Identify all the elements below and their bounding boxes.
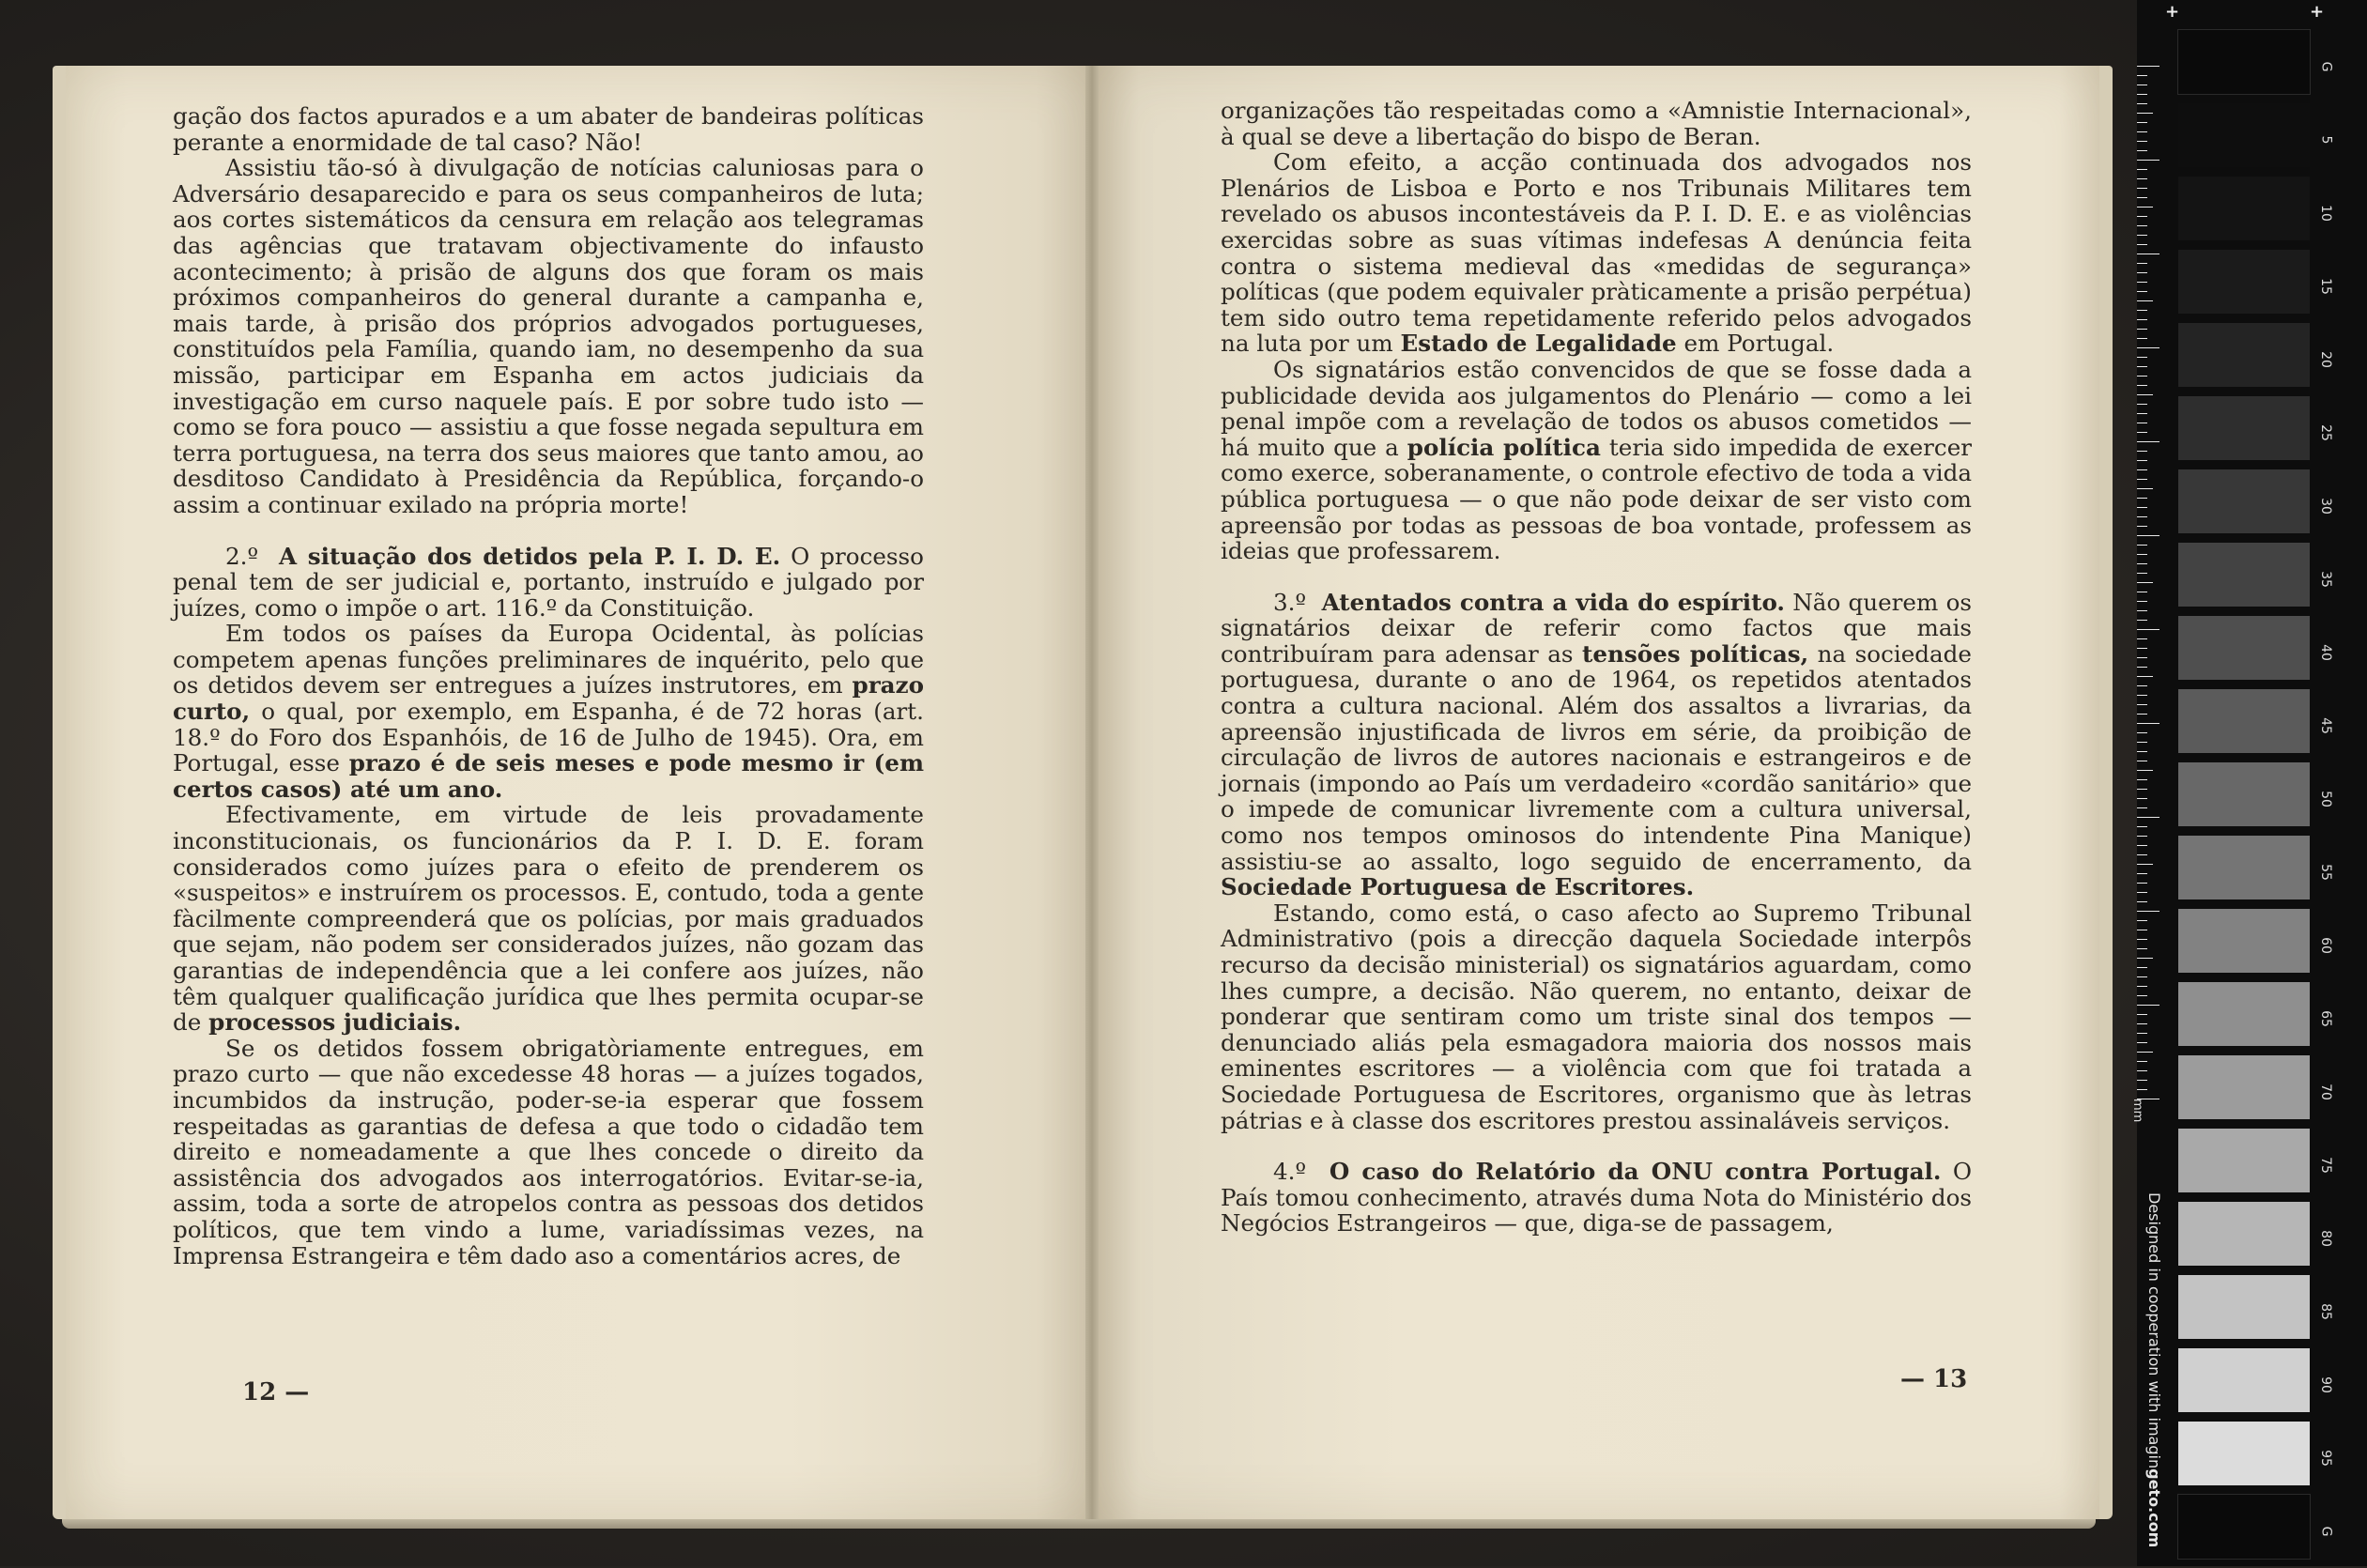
gray-patch bbox=[2178, 1202, 2310, 1266]
ruler-tick bbox=[2137, 413, 2147, 414]
ruler-tick bbox=[2137, 244, 2147, 245]
text-run: Efectivamente, em virtude de leis provadamente inconstitucionais, os funcionários da P. I. D. E. foram considerados como juízes para o efeito de prenderem os «suspeitos» e instruírem os processos. E, contudo, toda a gente fàcilmente compreenderá que os polícias, por mais graduados que sejam, não podem ser considerados juízes, não gozam das garantias de independência que a lei confere aos juízes, não têm qualquer qualificação jurídica que lhes permita ocupar-se de bbox=[173, 801, 924, 1037]
paragraph: Estando, como está, o caso afecto ao Supremo Tribunal Administrativo (pois a direcção daquela Sociedade interpôs recurso da decisão ministerial) os signatários aguardam, como lhes cumpre, a decisão. Não querem, no entanto, deixar de ponderar que sentiram como um triste sinal dos tempos — denunciado aliás pela esmagadora maioria dos nossos mais eminentes escritores — a violência com que foi tratada a Sociedade Portuguesa de Escritores, organismo que às letras pátrias e à classe dos escritores prestou assinaláveis serviços. bbox=[1221, 899, 1972, 1134]
gray-patch bbox=[2178, 909, 2310, 973]
ruler-tick bbox=[2137, 892, 2147, 893]
ruler-tick bbox=[2137, 845, 2147, 846]
patch-label: 5 bbox=[2317, 135, 2333, 145]
ruler-tick bbox=[2137, 873, 2147, 874]
paragraph: gação dos factos apurados e a um abater de bandeiras políticas perante a enormidade de tal caso? Não! bbox=[173, 102, 924, 156]
section-heading: A situação dos detidos pela P. I. D. E. bbox=[278, 542, 781, 570]
ruler-tick bbox=[2137, 986, 2147, 987]
ruler-tick bbox=[2137, 75, 2147, 76]
ruler-tick bbox=[2137, 526, 2147, 527]
patch-label: 15 bbox=[2317, 278, 2333, 295]
ruler-tick bbox=[2137, 714, 2147, 715]
ruler-tick bbox=[2137, 235, 2147, 236]
gray-patch bbox=[2178, 1348, 2310, 1412]
ruler-tick bbox=[2137, 507, 2147, 508]
ruler-tick bbox=[2137, 554, 2147, 555]
gray-patch bbox=[2178, 177, 2310, 240]
section-4 bbox=[1221, 1159, 1972, 1237]
paragraph bbox=[173, 621, 924, 802]
patch-label: 75 bbox=[2317, 1157, 2333, 1174]
gray-patch bbox=[2178, 103, 2310, 167]
patch-label: G bbox=[2317, 61, 2333, 72]
gray-patch bbox=[2178, 1129, 2310, 1192]
page-number-right: — 13 bbox=[1900, 1365, 1968, 1393]
ruler-tick bbox=[2137, 1042, 2147, 1043]
ruler-tick bbox=[2137, 272, 2147, 273]
ruler-tick bbox=[2137, 197, 2147, 198]
ruler-tick bbox=[2137, 488, 2153, 489]
ruler-tick bbox=[2137, 798, 2147, 799]
ruler-tick bbox=[2137, 751, 2147, 752]
ruler-tick bbox=[2137, 667, 2147, 668]
gray-patch bbox=[2178, 762, 2310, 826]
ruler-tick bbox=[2137, 66, 2160, 67]
gray-patch bbox=[2178, 1055, 2310, 1119]
ruler-tick bbox=[2137, 958, 2153, 959]
ruler-tick bbox=[2137, 976, 2147, 977]
ruler-tick bbox=[2137, 451, 2147, 452]
right-page-text bbox=[1221, 98, 1972, 1237]
ruler-tick bbox=[2137, 864, 2153, 865]
patch-label: 35 bbox=[2317, 571, 2333, 588]
ruler-unit-label: mm bbox=[2130, 1099, 2144, 1123]
book-gutter bbox=[1085, 66, 1099, 1519]
ruler-tick bbox=[2137, 1014, 2147, 1015]
ruler-tick bbox=[2137, 385, 2147, 386]
ruler-tick bbox=[2137, 1080, 2147, 1081]
ruler-tick bbox=[2137, 779, 2147, 780]
ruler-tick bbox=[2137, 225, 2147, 226]
ruler-tick bbox=[2137, 789, 2147, 790]
bold-run: Sociedade Portuguesa de Escritores. bbox=[1221, 873, 1695, 901]
ruler-tick bbox=[2137, 282, 2147, 283]
ruler-tick bbox=[2137, 1070, 2147, 1071]
paragraph: Se os detidos fossem obrigatòriamente entregues, em prazo curto — que não excedesse 48 horas — a juízes togados, incumbidos da instrução, poder-se-ia esperar que fossem respeitadas as garantias de defesa a que todo o cidadão tem direito e nomeadamente a que lhes concede o direito da assistência dos advogados aos interrogatórios. Evitar-se-ia, assim, toda a sorte de atropelos contra as pessoas dos detidos políticos, que tem vindo a lume, variadíssimas vezes, na Imprensa Estrangeira e têm dado aso a comentários acres, de bbox=[173, 1034, 924, 1269]
credit-text-a: Designed in cooperation with imagin bbox=[2145, 1192, 2163, 1469]
paragraph: organizações tão respeitadas como a «Amnistie Internacional», à qual se deve a libertação do bispo de Beran. bbox=[1221, 97, 1972, 150]
ruler-tick bbox=[2137, 516, 2147, 517]
ruler-tick bbox=[2137, 883, 2147, 884]
ruler-tick bbox=[2137, 770, 2153, 771]
ruler-tick bbox=[2137, 563, 2147, 564]
section-text: O processo penal tem de ser judicial e, portanto, instruído e julgado por juízes, como o impõe o art. 116.º da Constituição. bbox=[173, 542, 924, 622]
patch-label: 60 bbox=[2317, 937, 2333, 954]
gray-patch bbox=[2178, 469, 2310, 533]
patch-labels bbox=[2312, 30, 2340, 1568]
ruler-tick bbox=[2137, 620, 2147, 621]
patch-label: 25 bbox=[2317, 424, 2333, 441]
paragraph bbox=[1221, 149, 1972, 357]
gray-patch bbox=[2178, 1422, 2310, 1485]
paragraph bbox=[173, 802, 924, 1035]
text-run: Com efeito, a acção continuada dos advogados nos Plenários de Lisboa e Porto e nos Tribunais Militares tem revelado os abusos incontestáveis da P. I. D. E. e as violências exercidas sobre as suas vítimas indefesas A denúncia feita contra o sistema medieval das «medidas de segurança» políticas (que podem equivaler pràticamente a prisão perpétua) tem sido outro tema repetidamente referido pelos advogados na luta por um bbox=[1221, 148, 1972, 358]
text-run: O País tomou conhecimento, através duma Nota do Ministério dos Negócios Estrangeiros — que, diga-se de passagem, bbox=[1221, 1158, 1973, 1237]
patch-label: 10 bbox=[2317, 205, 2333, 222]
ruler-tick bbox=[2137, 178, 2147, 179]
ruler-tick bbox=[2137, 854, 2147, 855]
bold-run: Estado de Legalidade bbox=[1400, 330, 1677, 358]
patch-label: 85 bbox=[2317, 1303, 2333, 1320]
ruler-tick bbox=[2137, 676, 2153, 677]
gray-patch bbox=[2178, 982, 2310, 1046]
mm-ruler bbox=[2137, 66, 2161, 1099]
ruler-tick bbox=[2137, 695, 2147, 696]
patch-label: 30 bbox=[2317, 498, 2333, 515]
patch-label: 80 bbox=[2317, 1230, 2333, 1247]
ruler-tick bbox=[2137, 300, 2153, 301]
bold-run: polícia política bbox=[1406, 433, 1601, 461]
text-run: Os signatários estão convencidos de que se fosse dada a publicidade devida aos julgamentos do Plenário — como a lei penal impõe com a revelação de todos os abusos cometidos — há muito que a bbox=[1221, 355, 1972, 461]
gray-patch bbox=[2178, 543, 2310, 607]
ruler-tick bbox=[2137, 1033, 2147, 1034]
gray-patches bbox=[2178, 30, 2310, 1568]
gray-patch bbox=[2178, 1495, 2310, 1559]
ruler-tick bbox=[2137, 131, 2147, 132]
ruler-tick bbox=[2137, 573, 2147, 574]
ruler-tick bbox=[2137, 732, 2147, 733]
ruler-tick bbox=[2137, 329, 2147, 330]
gray-patch bbox=[2178, 30, 2310, 94]
left-page-text bbox=[173, 103, 924, 1268]
ruler-tick bbox=[2137, 995, 2147, 996]
ruler-tick bbox=[2137, 826, 2147, 827]
ruler-tick bbox=[2137, 469, 2147, 470]
ruler-tick bbox=[2137, 432, 2147, 433]
ruler-tick bbox=[2137, 376, 2147, 377]
ruler-tick bbox=[2137, 103, 2147, 104]
ruler-tick bbox=[2137, 366, 2147, 367]
ruler-tick bbox=[2137, 122, 2147, 123]
section-heading: Atentados contra a vida do espírito. bbox=[1321, 588, 1785, 616]
ruler-tick bbox=[2137, 911, 2160, 912]
paragraph bbox=[1221, 357, 1972, 564]
gray-patch bbox=[2178, 250, 2310, 314]
ruler-tick bbox=[2137, 207, 2153, 208]
patch-label: 65 bbox=[2317, 1010, 2333, 1027]
text-run: na sociedade portuguesa, durante o ano de 1964, os repetidos atentados contra a cultura nacional. Além dos assaltos a livrarias, da apreensão injustificada de livros em série, da proibição de circulação de livros de autores nacionais e estrangeiros e de jornais (impondo ao País um verdadeiro «cordão sanitário» que o impede de comunicar livremente com a cultura universal, como nos tempos ominosos do intendente Pina Manique) assistiu-se ao assalto, logo seguido de encerramento, da bbox=[1221, 639, 1972, 875]
bold-run: prazo é de seis meses e pode mesmo ir (em certos casos) até um ano. bbox=[173, 749, 924, 803]
ruler-tick bbox=[2137, 657, 2147, 658]
ruler-tick bbox=[2137, 939, 2147, 940]
gray-patch bbox=[2178, 689, 2310, 753]
patch-label: 70 bbox=[2317, 1084, 2333, 1100]
section-2 bbox=[173, 544, 924, 622]
section-heading: O caso do Relatório da ONU contra Portugal. bbox=[1329, 1158, 1942, 1186]
ruler-tick bbox=[2137, 723, 2160, 724]
bold-run: prazo curto, bbox=[173, 671, 924, 726]
ruler-tick bbox=[2137, 638, 2147, 639]
section-3 bbox=[1221, 590, 1972, 900]
gray-patch bbox=[2178, 616, 2310, 680]
ruler-tick bbox=[2137, 545, 2147, 546]
ruler-tick bbox=[2137, 648, 2147, 649]
text-run: Em todos os países da Europa Ocidental, às polícias competem apenas funções preliminares de inquérito, pelo que os detidos devem ser entregues a juízes instrutores, em bbox=[173, 620, 924, 699]
ruler-tick bbox=[2137, 319, 2147, 320]
gray-patch bbox=[2178, 396, 2310, 460]
bold-run: tensões políticas, bbox=[1582, 639, 1809, 668]
ruler-tick bbox=[2137, 404, 2147, 405]
section-number: 3.º bbox=[1273, 588, 1307, 616]
ruler-tick bbox=[2137, 479, 2147, 480]
ruler-tick bbox=[2137, 150, 2147, 151]
text-run: Não querem os signatários deixar de referir como factos que mais contribuíram para adensar as bbox=[1221, 588, 1972, 668]
ruler-tick bbox=[2137, 291, 2147, 292]
plus-mark: + bbox=[2310, 2, 2325, 22]
section-number: 4.º bbox=[1273, 1158, 1307, 1186]
ruler-tick bbox=[2137, 441, 2160, 442]
bold-run: processos judiciais. bbox=[208, 1008, 462, 1037]
ruler-tick bbox=[2137, 920, 2147, 921]
section-number: 2.º bbox=[225, 542, 259, 570]
ruler-tick bbox=[2137, 704, 2147, 705]
ruler-tick bbox=[2137, 836, 2147, 837]
gray-patch bbox=[2178, 836, 2310, 899]
ruler-tick bbox=[2137, 498, 2147, 499]
credit-text bbox=[2145, 1192, 2163, 1547]
ruler-tick bbox=[2137, 1061, 2147, 1062]
ruler-tick bbox=[2137, 1052, 2153, 1053]
ruler-tick bbox=[2137, 310, 2147, 311]
text-run: teria sido impedida de exercer como exerce, soberanamente, o controle efectivo de toda a vida pública portuguesa — o que não pode deixar de ser visto com apreensão por todas as pessoas de boa vontade, professem as ideias que professarem. bbox=[1221, 433, 1973, 565]
patch-label: 20 bbox=[2317, 351, 2333, 368]
ruler-tick bbox=[2137, 1089, 2147, 1090]
ruler-tick bbox=[2137, 394, 2153, 395]
patch-label: 50 bbox=[2317, 791, 2333, 807]
patch-label: G bbox=[2317, 1526, 2333, 1537]
ruler-tick bbox=[2137, 169, 2147, 170]
text-run: em Portugal. bbox=[1683, 330, 1835, 358]
credit-text-b: geto.com bbox=[2145, 1468, 2163, 1548]
ruler-tick bbox=[2137, 807, 2147, 808]
plus-mark: + bbox=[2165, 2, 2180, 22]
ruler-tick bbox=[2137, 263, 2147, 264]
ruler-tick bbox=[2137, 535, 2160, 536]
patch-label: 95 bbox=[2317, 1450, 2333, 1467]
page-number-left: 12 — bbox=[242, 1378, 310, 1407]
patch-label: 55 bbox=[2317, 864, 2333, 881]
ruler-tick bbox=[2137, 948, 2147, 949]
ruler-tick bbox=[2137, 113, 2153, 114]
ruler-tick bbox=[2137, 141, 2147, 142]
ruler-tick bbox=[2137, 1023, 2147, 1024]
ruler-tick bbox=[2137, 742, 2147, 743]
ruler-tick bbox=[2137, 685, 2147, 686]
text-run: o qual, por exemplo, em Espanha, é de 72 horas (art. 18.º do Foro dos Espanhóis, de 16 de Julho de 1945). Ora, em Portugal, esse bbox=[173, 698, 924, 777]
ruler-tick bbox=[2137, 967, 2147, 968]
ruler-tick bbox=[2137, 582, 2153, 583]
patch-label: 40 bbox=[2317, 644, 2333, 661]
patch-label: 90 bbox=[2317, 1376, 2333, 1393]
gray-patch bbox=[2178, 1275, 2310, 1339]
paragraph: Assistiu tão-só à divulgação de notícias caluniosas para o Adversário desaparecido e para os seus companheiros de luta; aos cortes sistemáticos da censura em relação aos telegramas das agências que tratavam objectivamente do infausto acontecimento; à prisão de alguns dos que foram os mais próximos companheiros do general durante a campanha e, mais tarde, à prisão dos próprios advogados portugueses, constituídos pela Família, quando iam, no desempenho da sua missão, participar em Espanha em actos judiciais da investigação em curso naquele país. E por sobre tudo isto — como se fora pouco — assistiu a que fosse negada sepultura em terra portuguesa, na terra dos seus maiores que tanto amou, ao desditoso Candidato à Presidência da República, forçando-o assim a continuar exilado na própria morte! bbox=[173, 154, 924, 518]
ruler-tick bbox=[2137, 629, 2160, 630]
ruler-tick bbox=[2137, 460, 2147, 461]
ruler-tick bbox=[2137, 338, 2147, 339]
patch-label: 45 bbox=[2317, 717, 2333, 734]
gray-patch bbox=[2178, 323, 2310, 387]
ruler-tick bbox=[2137, 610, 2147, 611]
ruler-tick bbox=[2137, 347, 2160, 348]
ruler-tick bbox=[2137, 216, 2147, 217]
ruler-tick bbox=[2137, 901, 2147, 902]
ruler-tick bbox=[2137, 160, 2160, 161]
ruler-tick bbox=[2137, 357, 2147, 358]
ruler-tick bbox=[2137, 188, 2147, 189]
ruler-tick bbox=[2137, 94, 2147, 95]
ruler-tick bbox=[2137, 601, 2147, 602]
ruler-tick bbox=[2137, 1005, 2160, 1006]
ruler-tick bbox=[2137, 817, 2160, 818]
